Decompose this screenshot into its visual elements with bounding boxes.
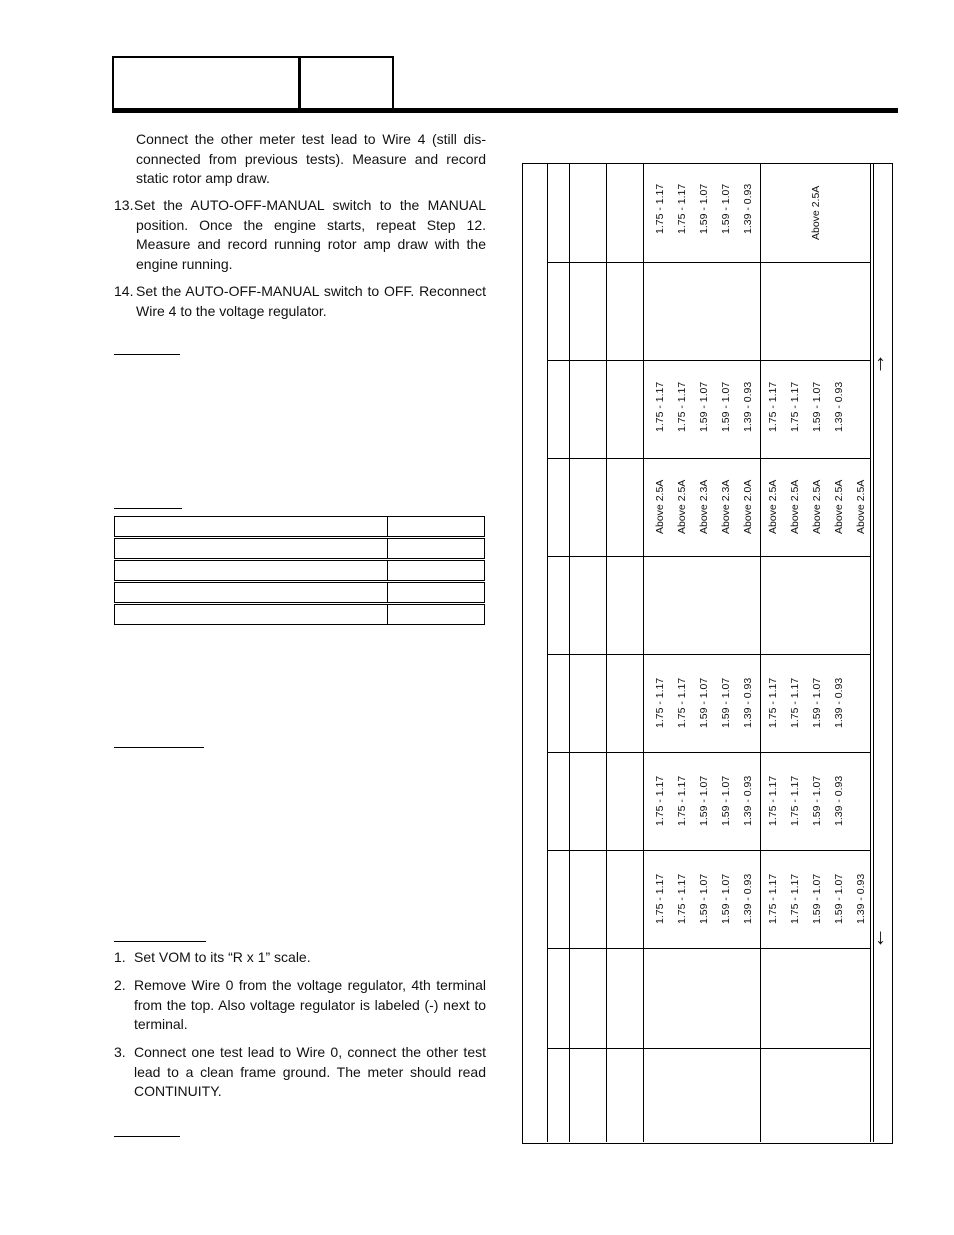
- results-row-4: [114, 582, 484, 603]
- chart-r6-b4: 1.39 - 0.93: [833, 677, 845, 728]
- chart-r4-a1: Above 2.5A: [654, 479, 666, 534]
- chart-r6-a5: 1.39 - 0.93: [742, 677, 754, 728]
- chart-r3-a3: 1.59 - 1.07: [698, 381, 710, 432]
- chart-r1-a1: 1.75 - 1.17: [654, 183, 666, 234]
- proc-step-2-number: 2.: [114, 977, 126, 993]
- chart-r6-a3: 1.59 - 1.07: [698, 677, 710, 728]
- chart-r8-b1: 1.75 - 1.17: [767, 873, 779, 924]
- chart-r8-a3: 1.59 - 1.07: [698, 873, 710, 924]
- chart-r7-b1: 1.75 - 1.17: [767, 775, 779, 826]
- proc-step-1-number: 1.: [114, 949, 126, 965]
- chart-r4-b1: Above 2.5A: [767, 479, 779, 534]
- chart-r6-b1: 1.75 - 1.17: [767, 677, 779, 728]
- chart-r7-a2: 1.75 - 1.17: [676, 775, 688, 826]
- results-row-3: [114, 560, 484, 581]
- chart-r7-b4: 1.39 - 0.93: [833, 775, 845, 826]
- step-12-continued: Connect the other meter test lead to Wire 4 (still dis-connected from previous tests). Measure and record static rotor amp draw.: [136, 131, 486, 186]
- step-14-number: 14.: [114, 283, 134, 299]
- chart-r6-b2: 1.75 - 1.17: [789, 677, 801, 728]
- chart-r4-a5: Above 2.0A: [742, 479, 754, 534]
- results-row-2: [114, 538, 484, 559]
- chart-r4-b4: Above 2.5A: [833, 479, 845, 534]
- chart-r8-a4: 1.59 - 1.07: [720, 873, 732, 924]
- chart-r8-b3: 1.59 - 1.07: [811, 873, 823, 924]
- chart-r8-b2: 1.75 - 1.17: [789, 873, 801, 924]
- chart-r8-a2: 1.75 - 1.17: [676, 873, 688, 924]
- chart-r3-b2: 1.75 - 1.17: [789, 381, 801, 432]
- chart-r7-b3: 1.59 - 1.07: [811, 775, 823, 826]
- arrow-up-icon: ↑: [875, 350, 886, 375]
- chart-r7-a4: 1.59 - 1.07: [720, 775, 732, 826]
- chart-r3-b3: 1.59 - 1.07: [811, 381, 823, 432]
- arrow-down-icon: ↓: [875, 924, 886, 949]
- heading-underline-2: [114, 508, 182, 509]
- chart-r7-a5: 1.39 - 0.93: [742, 775, 754, 826]
- step-14-text: Set the AUTO-OFF-MANUAL switch to OFF. Reconnect Wire 4 to the voltage regulator.: [136, 283, 486, 319]
- chart-r3-b4: 1.39 - 0.93: [833, 381, 845, 432]
- chart-r1-a2: 1.75 - 1.17: [676, 183, 688, 234]
- rotor-amp-chart: [522, 163, 893, 1144]
- chart-r6-a4: 1.59 - 1.07: [720, 677, 732, 728]
- proc-step-3-text: Connect one test lead to Wire 0, connect the other test lead to a clean frame ground. The meter should read CONTINUITY.: [134, 1044, 486, 1099]
- proc-step-2-text: Remove Wire 0 from the voltage regulator, 4th terminal from the top. Also voltage regulator is labeled (-) next to terminal.: [134, 977, 486, 1032]
- chart-r1-a3: 1.59 - 1.07: [698, 183, 710, 234]
- chart-r3-a5: 1.39 - 0.93: [742, 381, 754, 432]
- proc-step-3-number: 3.: [114, 1044, 126, 1060]
- chart-r8-a5: 1.39 - 0.93: [742, 873, 754, 924]
- step-13-text: Set the AUTO-OFF-MANUAL switch to the MANUAL position. Once the engine starts, repeat Step 12. Measure and record running rotor amp draw with the engine running.: [134, 197, 486, 272]
- header-box-left: [112, 56, 300, 112]
- header-rule: [112, 108, 898, 113]
- chart-r1-b: Above 2.5A: [810, 185, 822, 240]
- chart-r7-a3: 1.59 - 1.07: [698, 775, 710, 826]
- chart-r4-a2: Above 2.5A: [676, 479, 688, 534]
- chart-r8-b5: 1.39 - 0.93: [855, 873, 867, 924]
- chart-r4-a4: Above 2.3A: [720, 479, 732, 534]
- chart-r7-a1: 1.75 - 1.17: [654, 775, 666, 826]
- chart-r1-a5: 1.39 - 0.93: [742, 183, 754, 234]
- chart-r3-a2: 1.75 - 1.17: [676, 381, 688, 432]
- heading-underline-5: [114, 1136, 180, 1137]
- chart-r6-a2: 1.75 - 1.17: [676, 677, 688, 728]
- chart-r3-a1: 1.75 - 1.17: [654, 381, 666, 432]
- results-row-5: [114, 604, 484, 625]
- chart-r8-b4: 1.59 - 1.07: [833, 873, 845, 924]
- step-13-number: 13.: [114, 197, 134, 213]
- chart-r1-a4: 1.59 - 1.07: [720, 183, 732, 234]
- chart-r7-b2: 1.75 - 1.17: [789, 775, 801, 826]
- heading-underline-1: [114, 354, 180, 355]
- chart-r4-b5: Above 2.5A: [855, 479, 867, 534]
- chart-r3-a4: 1.59 - 1.07: [720, 381, 732, 432]
- proc-step-1-text: Set VOM to its “R x 1” scale.: [134, 949, 311, 965]
- chart-r8-a1: 1.75 - 1.17: [654, 873, 666, 924]
- chart-r6-b3: 1.59 - 1.07: [811, 677, 823, 728]
- chart-r4-a3: Above 2.3A: [698, 479, 710, 534]
- chart-r4-b3: Above 2.5A: [811, 479, 823, 534]
- header-box-right: [299, 56, 394, 112]
- chart-r6-a1: 1.75 - 1.17: [654, 677, 666, 728]
- results-row-1: [114, 516, 484, 537]
- heading-underline-4: [114, 941, 206, 942]
- heading-underline-3: [114, 747, 204, 748]
- chart-r4-b2: Above 2.5A: [789, 479, 801, 534]
- chart-r3-b1: 1.75 - 1.17: [767, 381, 779, 432]
